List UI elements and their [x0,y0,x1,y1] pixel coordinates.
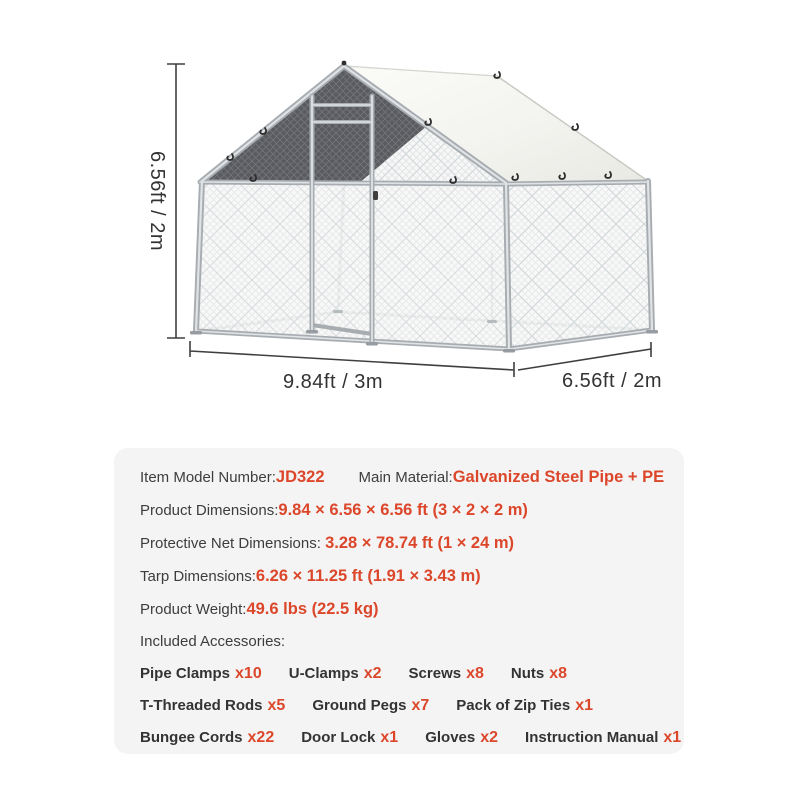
dim-depth-label: 6.56ft / 2m [562,370,662,392]
accessory-row-3 [140,722,684,754]
spec-row-tarp-dimensions: Tarp Dimensions:6.26 × 11.25 ft (1.91 × 3.43 m) [140,567,481,585]
model-value: JD322 [275,468,325,486]
spec-row-weight: Product Weight:49.6 lbs (22.5 kg) [140,600,379,618]
door-latch [373,191,378,200]
material-value: Galvanized Steel Pipe + PE [452,468,665,486]
front-wall-mesh [196,181,509,349]
accessory-screws: Screws x8 [408,665,484,682]
spec-row-model [140,461,684,494]
spec-row-product-dimensions: Product Dimensions:9.84 × 6.56 × 6.56 ft (3 × 2 × 2 m) [140,501,528,519]
accessory-instruction-manual: Instruction Manual x1 [525,729,682,746]
accessory-row-1 [140,658,684,690]
material-label: Main Material: [358,469,453,486]
dimension-height [146,64,185,338]
accessory-pipe-clamps: Pipe Clamps x10 [140,665,262,682]
accessory-t-threaded-rods: T-Threaded Rods x5 [140,697,286,714]
spec-panel [114,448,684,754]
accessory-ground-pegs: Ground Pegs x7 [312,697,430,714]
dim-length-label: 9.84ft / 3m [283,371,383,393]
accessory-nuts: Nuts x8 [510,665,568,682]
model-label: Item Model Number: [140,469,276,486]
accessory-row-2 [140,690,684,722]
accessories-title: Included Accessories: [140,633,286,650]
accessory-zip-ties: Pack of Zip Ties x1 [456,697,594,714]
spec-row-net-dimensions: Protective Net Dimensions: 3.28 × 78.74 ft (1 × 24 m) [140,534,515,552]
dim-height-label: 6.56ft / 2m [146,151,168,251]
accessory-u-clamps: U-Clamps x2 [288,665,382,682]
right-wall-mesh [506,181,652,349]
accessory-bungee-cords: Bungee Cords x22 [140,729,275,746]
accessory-door-lock: Door Lock x1 [301,729,399,746]
dimension-depth [518,342,662,392]
accessory-gloves: Gloves x2 [425,729,499,746]
